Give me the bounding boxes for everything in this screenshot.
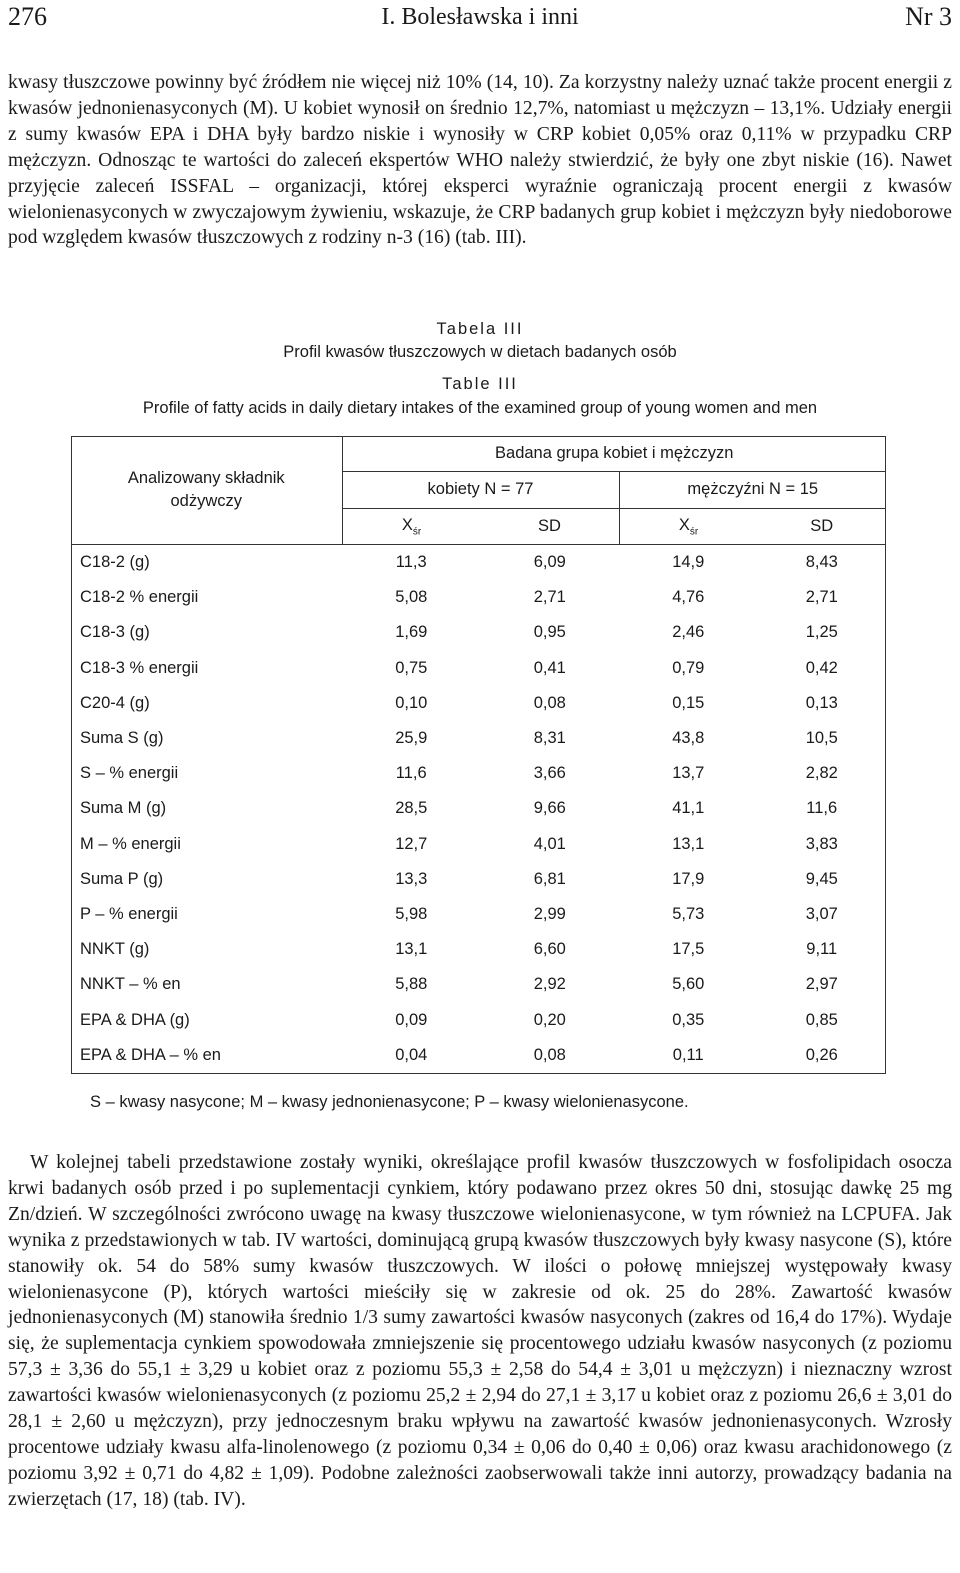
table-row [71, 686, 886, 721]
header-women: kobiety N = 77 [342, 472, 619, 508]
women-mean-cell: 28,5 [395, 799, 428, 818]
men-mean-cell: 2,46 [672, 623, 705, 642]
women-sd-cell: 6,60 [533, 940, 566, 959]
table-row [71, 1038, 886, 1073]
nutrient-cell: Suma M (g) [80, 799, 167, 818]
women-sd-cell: 0,20 [533, 1010, 566, 1029]
women-sd-cell: 0,08 [533, 693, 566, 712]
header-nutrient [71, 436, 342, 545]
men-sd-cell: 0,42 [805, 658, 838, 677]
table-caption-en: Profile of fatty acids in daily dietary intakes of the examined group of young women and men [142, 399, 818, 417]
table-label-en: Table III [442, 375, 518, 393]
men-mean-cell: 17,9 [672, 869, 705, 888]
table-row [71, 862, 886, 897]
women-mean-cell: 0,75 [395, 658, 428, 677]
header-men: mężczyźni N = 15 [619, 472, 886, 508]
men-sd-cell: 0,13 [805, 693, 838, 712]
nutrient-cell: Suma P (g) [80, 869, 164, 888]
nutrient-cell: C18-2 (g) [80, 553, 150, 572]
women-sd-cell: 6,81 [533, 869, 566, 888]
table-row [71, 897, 886, 932]
men-mean-cell: 17,5 [672, 940, 705, 959]
fatty-acid-table [71, 436, 886, 1073]
women-mean-cell: 12,7 [395, 834, 428, 853]
women-sd-cell: 3,66 [533, 764, 566, 783]
women-mean-cell: 25,9 [395, 729, 428, 748]
table-header [71, 436, 886, 545]
nutrient-cell: EPA & DHA (g) [80, 1010, 190, 1029]
women-sd-cell: 2,92 [533, 975, 566, 994]
col-sd-women: SD [481, 508, 620, 544]
nutrient-cell: C18-2 % energii [80, 588, 199, 607]
nutrient-cell: M – % energii [80, 834, 181, 853]
men-mean-cell: 5,73 [672, 904, 705, 923]
women-sd-cell: 0,95 [533, 623, 566, 642]
nutrient-cell: NNKT – % en [80, 975, 181, 994]
page-header [0, 0, 960, 40]
running-authors: I. Bolesławska i inni [381, 4, 579, 30]
mean-symbol: X [678, 515, 690, 534]
women-mean-cell: 0,04 [395, 1045, 428, 1064]
nutrient-cell: Suma S (g) [80, 729, 164, 748]
table-row [71, 651, 886, 686]
men-mean-cell: 41,1 [672, 799, 705, 818]
women-mean-cell: 1,69 [395, 623, 428, 642]
body-paragraph-1: kwasy tłuszczowe powinny być źródłem nie więcej niż 10% (14, 10). Za korzystny należy uznać także procent energii z kwasów jednonienasyconych (M). U kobiet wynosił on średnio 12,7%, natomiast u mężczyzn – 13,1%. Udziały energii z sumy kwasów EPA i DHA były bardzo niskie i wynosiły w CRP kobiet 0,05% oraz 0,11% w przypadku CRP mężczyzn. Odnosząc te wartości do zaleceń ekspertów WHO należy stwierdzić, że były one zbyt niskie (16). Nawet przyjęcie zaleceń ISSFAL – organizacji, której eksperci wyraźnie ograniczają procent energii z kwasów wielonienasyconych w zwyczajowym żywieniu, wskazuje, że CRP badanych grup kobiet i mężczyzn były niedoborowe pod względem kwasów tłuszczowych z rodziny n-3 (16) (tab. III). [8, 72, 952, 249]
men-mean-cell: 0,35 [672, 1010, 705, 1029]
men-mean-cell: 43,8 [672, 729, 705, 748]
table-footnote: S – kwasy nasycone; M – kwasy jednonienasycone; P – kwasy wielonienasycone. [90, 1093, 689, 1111]
table-row [71, 1002, 886, 1037]
header-group: Badana grupa kobiet i mężczyzn [342, 436, 886, 472]
women-sd-cell: 9,66 [533, 799, 566, 818]
table-label-pl: Tabela III [436, 320, 524, 338]
nutrient-cell: C18-3 % energii [80, 658, 199, 677]
nutrient-cell: C18-3 (g) [80, 623, 150, 642]
women-sd-cell: 6,09 [533, 553, 566, 572]
women-sd-cell: 4,01 [533, 834, 566, 853]
table-row [71, 967, 886, 1002]
page-number: 276 [8, 2, 47, 31]
women-mean-cell: 13,1 [395, 940, 428, 959]
table-body [71, 545, 886, 1073]
table-row [71, 545, 886, 581]
issue-number: Nr 3 [905, 2, 952, 31]
men-mean-cell: 13,1 [672, 834, 705, 853]
men-mean-cell: 14,9 [672, 553, 705, 572]
men-sd-cell: 2,71 [805, 588, 838, 607]
men-sd-cell: 11,6 [806, 799, 838, 818]
men-mean-cell: 5,60 [672, 975, 705, 994]
men-sd-cell: 1,25 [805, 623, 838, 642]
men-sd-cell: 8,43 [805, 553, 838, 572]
women-mean-cell: 0,10 [395, 693, 428, 712]
men-sd-cell: 2,97 [805, 975, 838, 994]
men-mean-cell: 0,15 [672, 693, 705, 712]
header-nutrient-label: Analizowany składnik odżywczy [127, 469, 285, 510]
men-sd-cell: 3,07 [805, 904, 838, 923]
men-sd-cell: 0,26 [805, 1045, 838, 1064]
men-mean-cell: 13,7 [672, 764, 705, 783]
women-sd-cell: 2,71 [533, 588, 566, 607]
women-mean-cell: 11,6 [395, 764, 427, 783]
nutrient-cell: S – % energii [80, 764, 179, 783]
women-sd-cell: 8,31 [533, 729, 566, 748]
table-caption-pl: Profil kwasów tłuszczowych w dietach badanych osób [283, 343, 677, 361]
mean-subscript: śr [689, 525, 699, 537]
women-mean-cell: 5,88 [395, 975, 428, 994]
men-sd-cell: 9,11 [806, 940, 838, 959]
women-sd-cell: 2,99 [533, 904, 566, 923]
women-mean-cell: 5,08 [395, 588, 428, 607]
nutrient-cell: P – % energii [80, 904, 178, 923]
men-mean-cell: 0,11 [672, 1045, 704, 1064]
table-row [71, 721, 886, 756]
nutrient-cell: C20-4 (g) [80, 693, 150, 712]
women-mean-cell: 11,3 [395, 553, 427, 572]
table-row [71, 580, 886, 615]
table-row [71, 615, 886, 650]
body-paragraph-2: W kolejnej tabeli przedstawione zostały wyniki, określające profil kwasów tłuszczowych w fosfolipidach osocza krwi badanych osób przed i po suplementacji cynkiem, który podawano przez okres 50 dni, stosując dawkę 25 mg Zn/dzień. W szczególności zwrócono uwagę na kwasy tłuszczowe wielonienasycone, w tym również na LCPUFA. Jak wynika z przedstawionych w tab. IV wartości, dominującą grupą kwasów tłuszczowych były kwasy nasycone (S), które stanowiły ok. 54 do 58% sumy kwasów tłuszczowych. W ilości o połowę mniejszej występowały kwasy wielonienasycone (P), których wartości mieściły się w zakresie od ok. 25 do 28%. Zawartość kwasów jednonienasyconych (M) stanowiła średnio 1/3 sumy zawartości kwasów nasyconych (zakres od 16,4 do 17%). Wydaje się, że suplementacja cynkiem spowodowała zmniejszenie się procentowego udziału kwasów nasyconych (z poziomu 57,3 ± 3,36 do 55,1 ± 3,29 u kobiet oraz z poziomu 55,3 ± 2,58 do 54,4 ± 3,01 u mężczyzn) i nieznaczny wzrost zawartości kwasów wielonienasyconych (z poziomu 25,2 ± 2,94 do 27,1 ± 3,17 u kobiet oraz z poziomu 26,6 ± 3,01 do 28,1 ± 2,60 u mężczyzn), przy jednoczesnym braku wpływu na zawartość kwasów jednonienasyconych. Wzrosły procentowe udziały kwasu alfa-linolenowego (z poziomu 0,34 ± 0,06 do 0,40 ± 0,06) oraz kwasu arachidonowego (z poziomu 3,92 ± 0,71 do 4,82 ± 1,09). Podobne zależności zaobserwowali także inni autorzy, prowadzący badania na zwierzętach (17, 18) (tab. IV). [8, 1152, 952, 1510]
men-mean-cell: 4,76 [672, 588, 705, 607]
table-row [71, 791, 886, 826]
men-mean-cell: 0,79 [672, 658, 705, 677]
table-row [71, 756, 886, 791]
mean-subscript: śr [412, 525, 422, 537]
men-sd-cell: 10,5 [805, 729, 838, 748]
nutrient-cell: EPA & DHA – % en [80, 1045, 221, 1064]
women-mean-cell: 13,3 [395, 869, 428, 888]
col-mean-women [342, 508, 481, 544]
nutrient-cell: NNKT (g) [80, 940, 150, 959]
women-sd-cell: 0,08 [533, 1045, 566, 1064]
mean-symbol: X [401, 515, 413, 534]
men-sd-cell: 9,45 [805, 869, 838, 888]
table-row [71, 827, 886, 862]
col-sd-men: SD [758, 508, 887, 544]
men-sd-cell: 0,85 [805, 1010, 838, 1029]
men-sd-cell: 2,82 [805, 764, 838, 783]
men-sd-cell: 3,83 [805, 834, 838, 853]
table-row [71, 932, 886, 967]
women-mean-cell: 0,09 [395, 1010, 428, 1029]
women-mean-cell: 5,98 [395, 904, 428, 923]
women-sd-cell: 0,41 [533, 658, 566, 677]
col-mean-men [619, 508, 758, 544]
